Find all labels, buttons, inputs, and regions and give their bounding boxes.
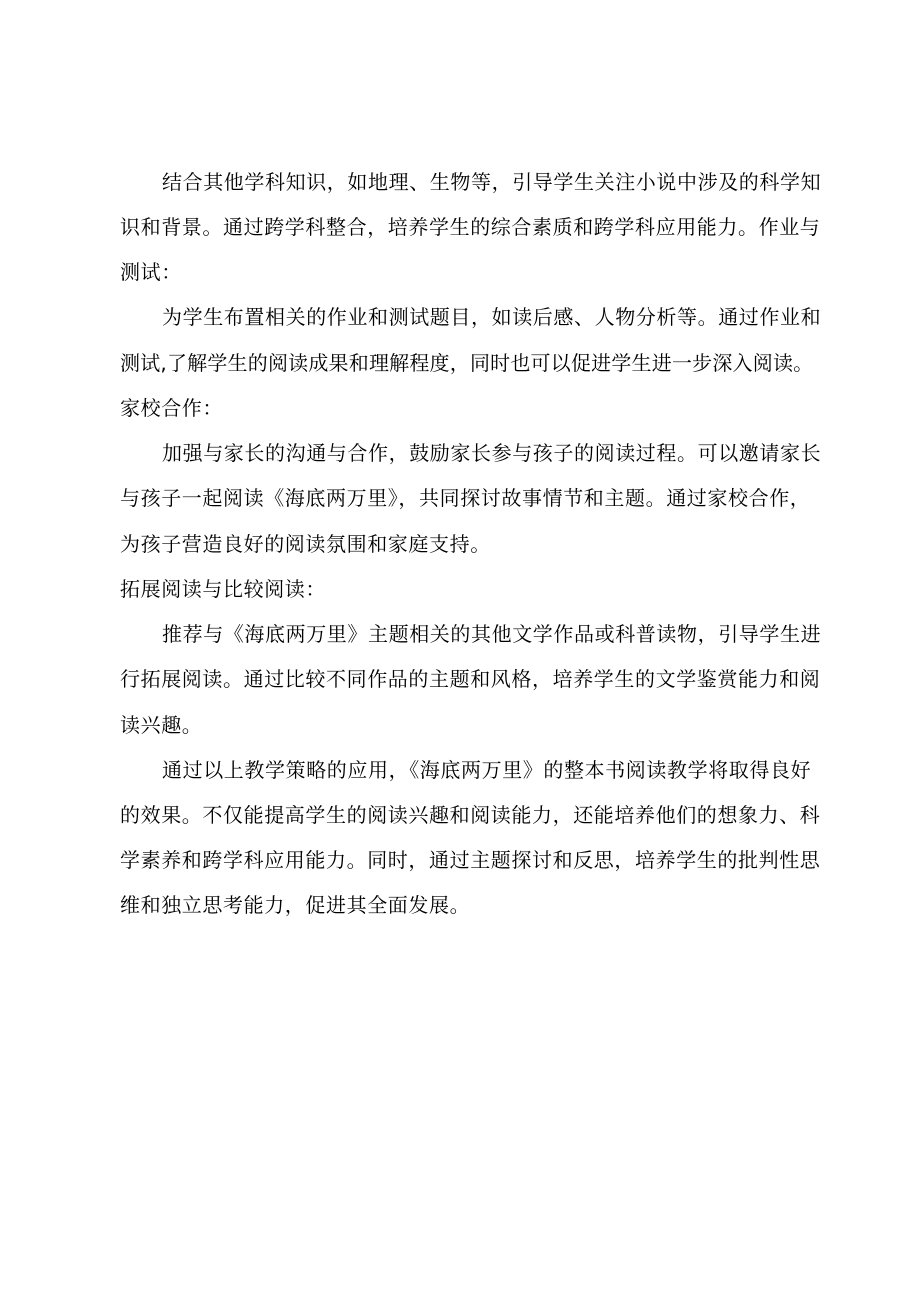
paragraph-1-line-1: 结合其他学科知识，如地理、生物等，引导学生关注小说中涉及的科学知	[162, 170, 822, 194]
paragraph-1-line-2: 识和背景。通过跨学科整合，培养学生的综合素质和跨学科应用能力。作业与	[120, 215, 821, 239]
paragraph-4-line-3: 读兴趣。	[120, 713, 203, 737]
heading-extended-reading: 拓展阅读与比较阅读：	[120, 577, 326, 601]
heading-home-school-cooperation: 家校合作：	[120, 396, 223, 420]
paragraph-5-line-3: 学素养和跨学科应用能力。同时，通过主题探讨和反思，培养学生的批判性思	[120, 848, 821, 872]
paragraph-3-line-2: 与孩子一起阅读《海底两万里》，共同探讨故事情节和主题。通过家校合作，	[120, 486, 811, 510]
paragraph-2-line-1: 为学生布置相关的作业和测试题目，如读后感、人物分析等。通过作业和	[162, 305, 822, 329]
paragraph-5-line-1: 通过以上教学策略的应用，《海底两万里》的整本书阅读教学将取得良好	[162, 758, 812, 782]
paragraph-1-line-3: 测试：	[120, 260, 182, 284]
paragraph-4-line-2: 行拓展阅读。通过比较不同作品的主题和风格，培养学生的文学鉴赏能力和阅	[120, 667, 821, 691]
paragraph-5-line-4: 维和独立思考能力，促进其全面发展。	[120, 893, 471, 917]
paragraph-3-line-3: 为孩子营造良好的阅读氛围和家庭支持。	[120, 532, 491, 556]
paragraph-3-line-1: 加强与家长的沟通与合作，鼓励家长参与孩子的阅读过程。可以邀请家长	[162, 441, 822, 465]
paragraph-4-line-1: 推荐与《海底两万里》主题相关的其他文学作品或科普读物，引导学生进	[162, 622, 822, 646]
paragraph-2-line-2: 测试,了解学生的阅读成果和理解程度，同时也可以促进学生进一步深入阅读。	[120, 351, 814, 375]
paragraph-5-line-2: 的效果。不仅能提高学生的阅读兴趣和阅读能力，还能培养他们的想象力、科	[120, 803, 821, 827]
